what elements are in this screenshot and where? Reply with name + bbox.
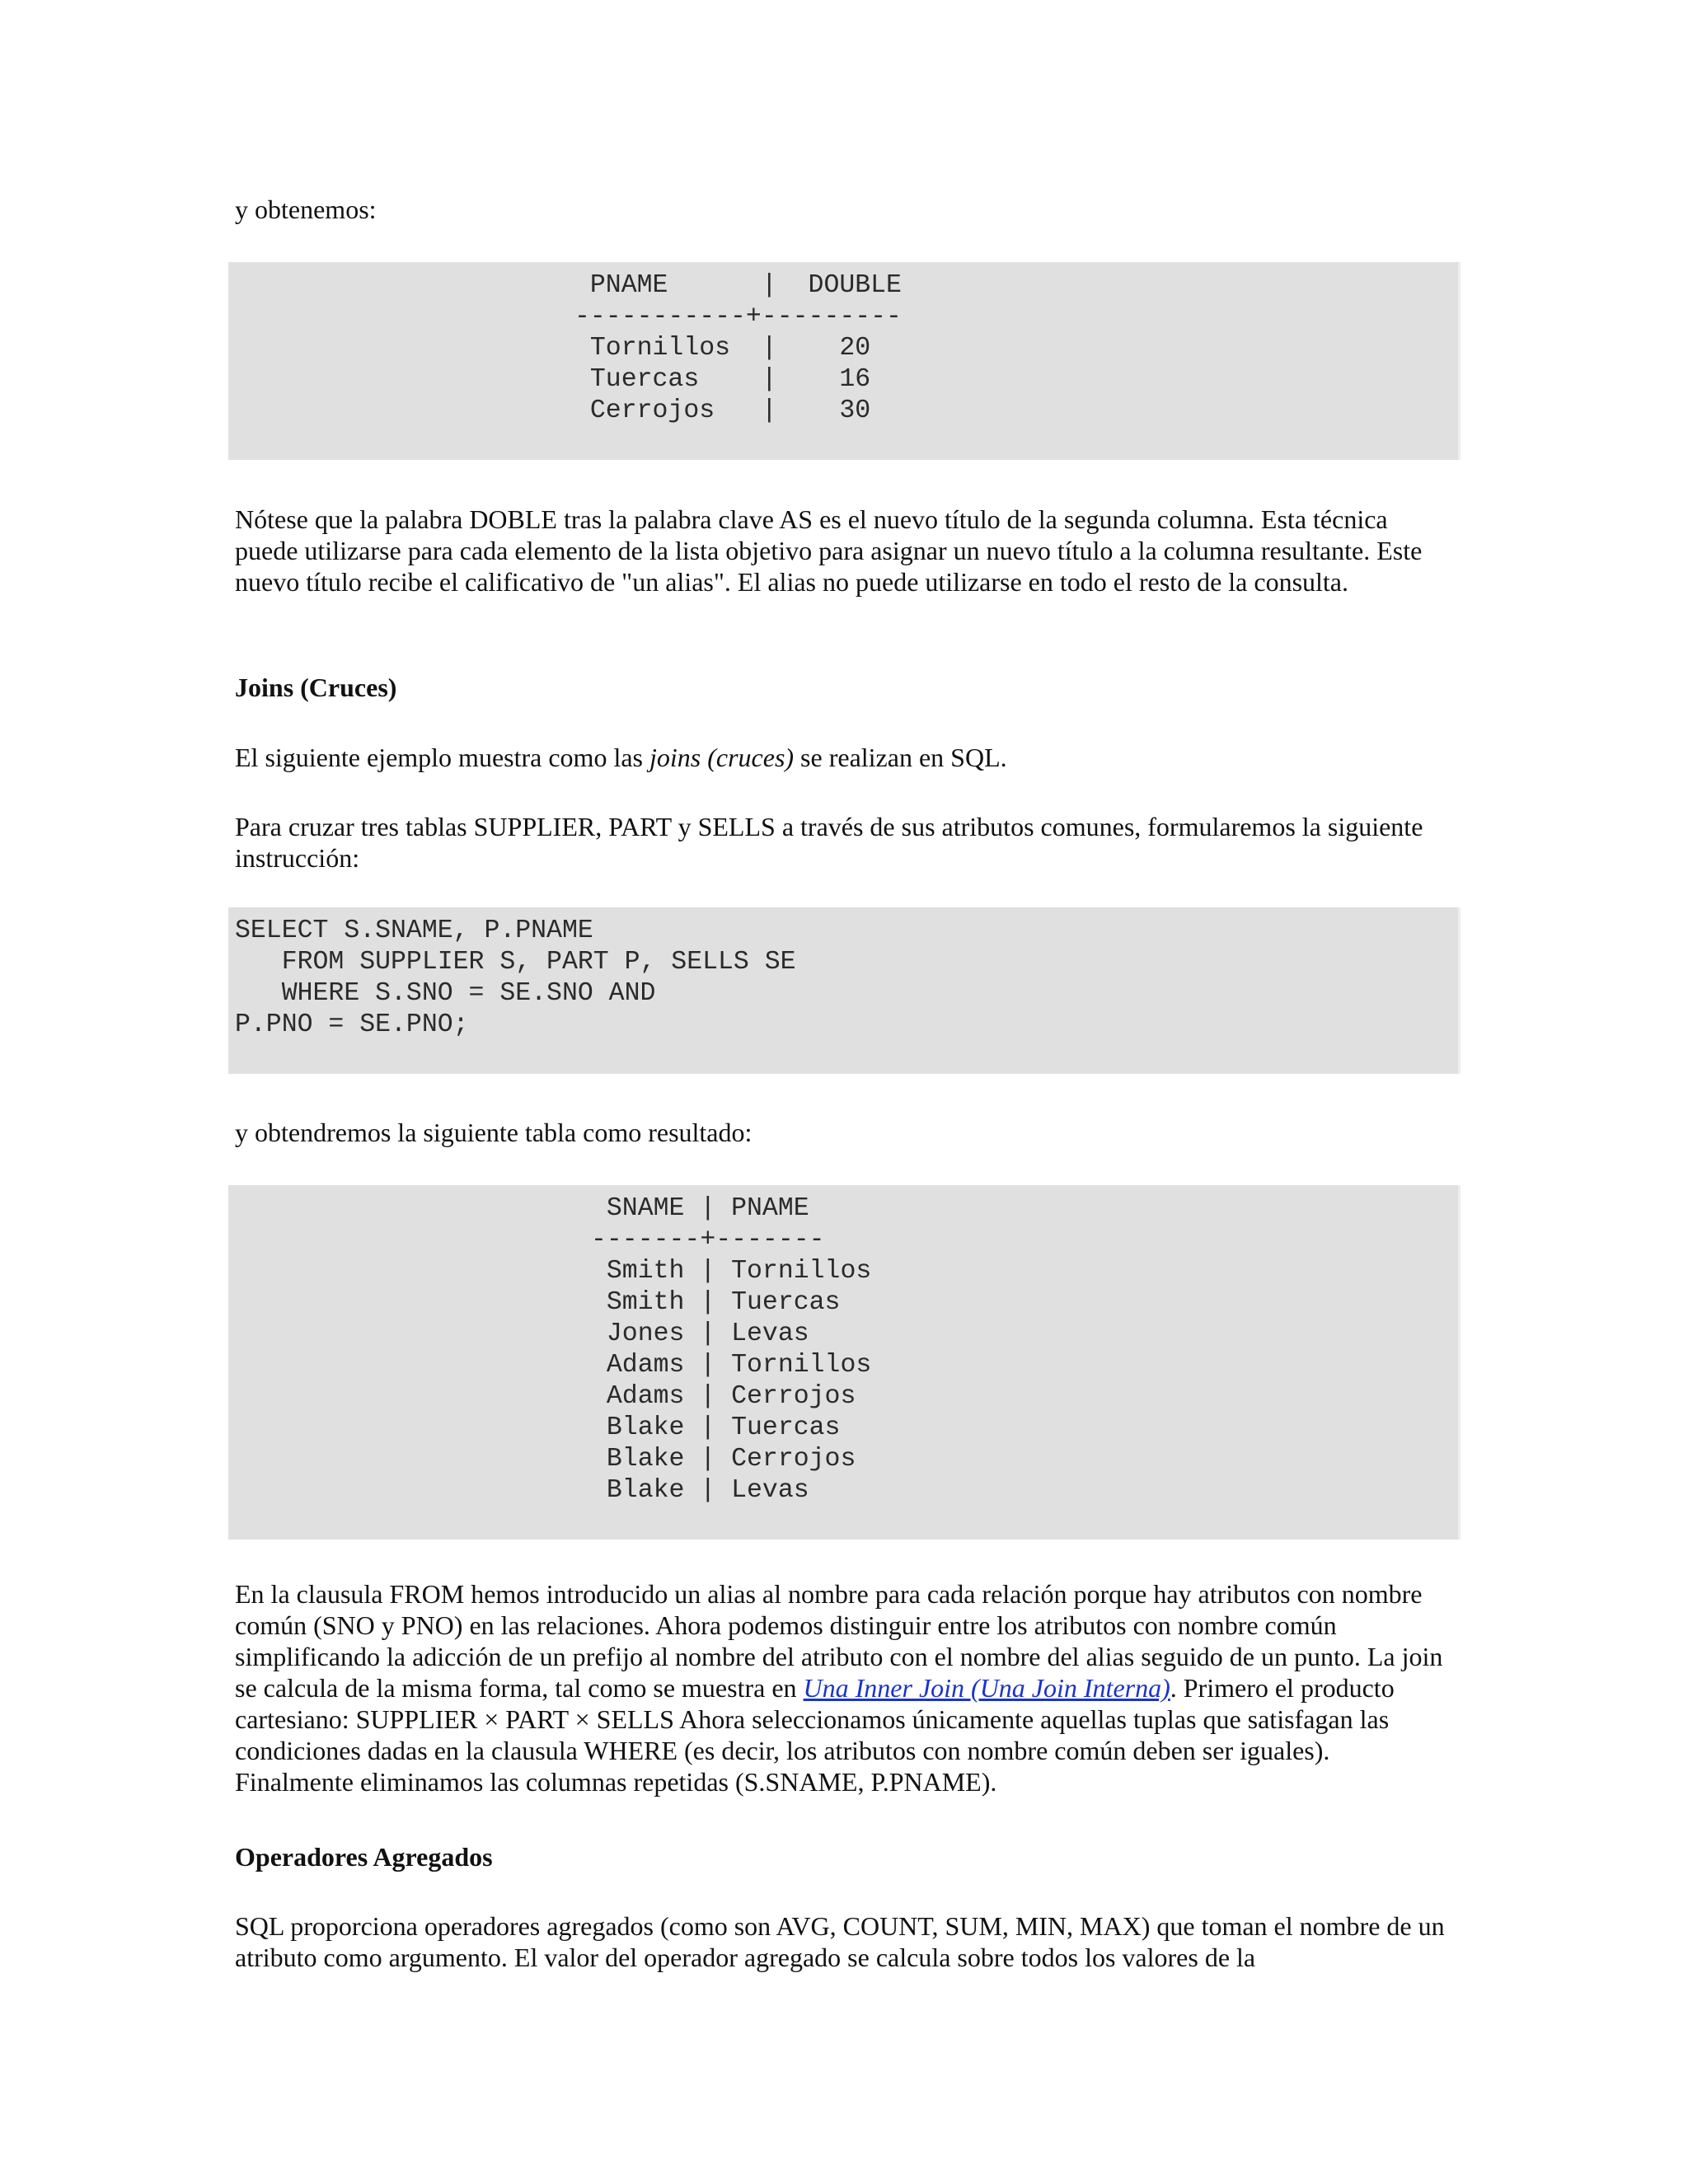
sql-query-block	[228, 907, 1461, 1074]
joins-emphasis: joins (cruces)	[649, 743, 795, 772]
result-table-row: Adams | Tornillos	[591, 1351, 872, 1380]
sql-query-line: SELECT S.SNAME, P.PNAME	[235, 916, 593, 945]
joins-intro-paragraph: El siguiente ejemplo muestra como las joins (cruces) se realizan en SQL.	[235, 743, 1007, 772]
result-table-sname-pname	[228, 1185, 1461, 1540]
aggregates-paragraph: SQL proporciona operadores agregados (como son AVG, COUNT, SUM, MIN, MAX) que toman el nombre de un atributo como argumento. El valor del operador agregado se calcula sobre todos los valores de la	[235, 1911, 1445, 1972]
joins-heading: Joins (Cruces)	[235, 673, 397, 702]
inner-join-link[interactable]: Una Inner Join (Una Join Interna)	[803, 1673, 1170, 1703]
result-table-separator: -----------+---------	[574, 302, 902, 331]
result-table-row: Blake | Levas	[591, 1476, 809, 1505]
result-table-row: Blake | Cerrojos	[591, 1445, 856, 1474]
result-table-row: Cerrojos | 30	[574, 396, 871, 425]
result-table-row: Smith | Tornillos	[591, 1257, 872, 1286]
aggregates-heading: Operadores Agregados	[235, 1842, 493, 1872]
sql-query-line: WHERE S.SNO = SE.SNO AND	[235, 979, 656, 1008]
result-table-row: Jones | Levas	[591, 1319, 809, 1348]
result-table-header: SNAME | PNAME	[591, 1194, 809, 1223]
cross-tables-paragraph: Para cruzar tres tablas SUPPLIER, PART y SELLS a través de sus atributos comunes, formularemos la siguiente instrucción:	[235, 812, 1423, 873]
sql-query-line: P.PNO = SE.PNO;	[235, 1010, 469, 1039]
intro-text: y obtenemos:	[235, 194, 377, 224]
from-clause-paragraph: En la clausula FROM hemos introducido un alias al nombre para cada relación porque hay atributos con nombre común (SNO y PNO) en las relaciones. Ahora podemos distinguir entre los atributos con nombre común simplificando la adicción de un prefijo al nombre del atributo con el nombre del alias seguido de un punto. La join se calcula de la misma forma, tal como se muestra en Una Inner Join (Una Join Interna). Primero el producto cartesiano: SUPPLIER × PART × SELLS Ahora seleccionamos únicamente aquellas tuplas que satisfagan las condiciones dadas en la clausula WHERE (es decir, los atributos con nombre común deben ser iguales). Finalmente eliminamos las columnas repetidas (S.SNAME, P.PNAME).	[235, 1579, 1443, 1797]
result-table-row: Smith | Tuercas	[591, 1288, 841, 1317]
result-table-pname-double	[228, 262, 1461, 460]
result-table-header: PNAME | DOUBLE	[574, 271, 902, 300]
result-table-row: Tuercas | 16	[574, 365, 871, 394]
sql-query-line: FROM SUPPLIER S, PART P, SELLS SE	[235, 948, 796, 977]
result-intro-text: y obtendremos la siguiente tabla como resultado:	[235, 1118, 753, 1147]
result-table-separator: -------+-------	[591, 1226, 825, 1254]
alias-note-paragraph: Nótese que la palabra DOBLE tras la palabra clave AS es el nuevo título de la segunda columna. Esta técnica puede utilizarse para cada elemento de la lista objetivo para asignar un nuevo título a la columna resultante. Este nuevo título recibe el calificativo de "un alias". El alias no puede utilizarse en todo el resto de la consulta.	[235, 504, 1423, 597]
result-table-row: Tornillos | 20	[574, 334, 871, 363]
result-table-row: Adams | Cerrojos	[591, 1382, 856, 1411]
result-table-row: Blake | Tuercas	[591, 1413, 841, 1442]
